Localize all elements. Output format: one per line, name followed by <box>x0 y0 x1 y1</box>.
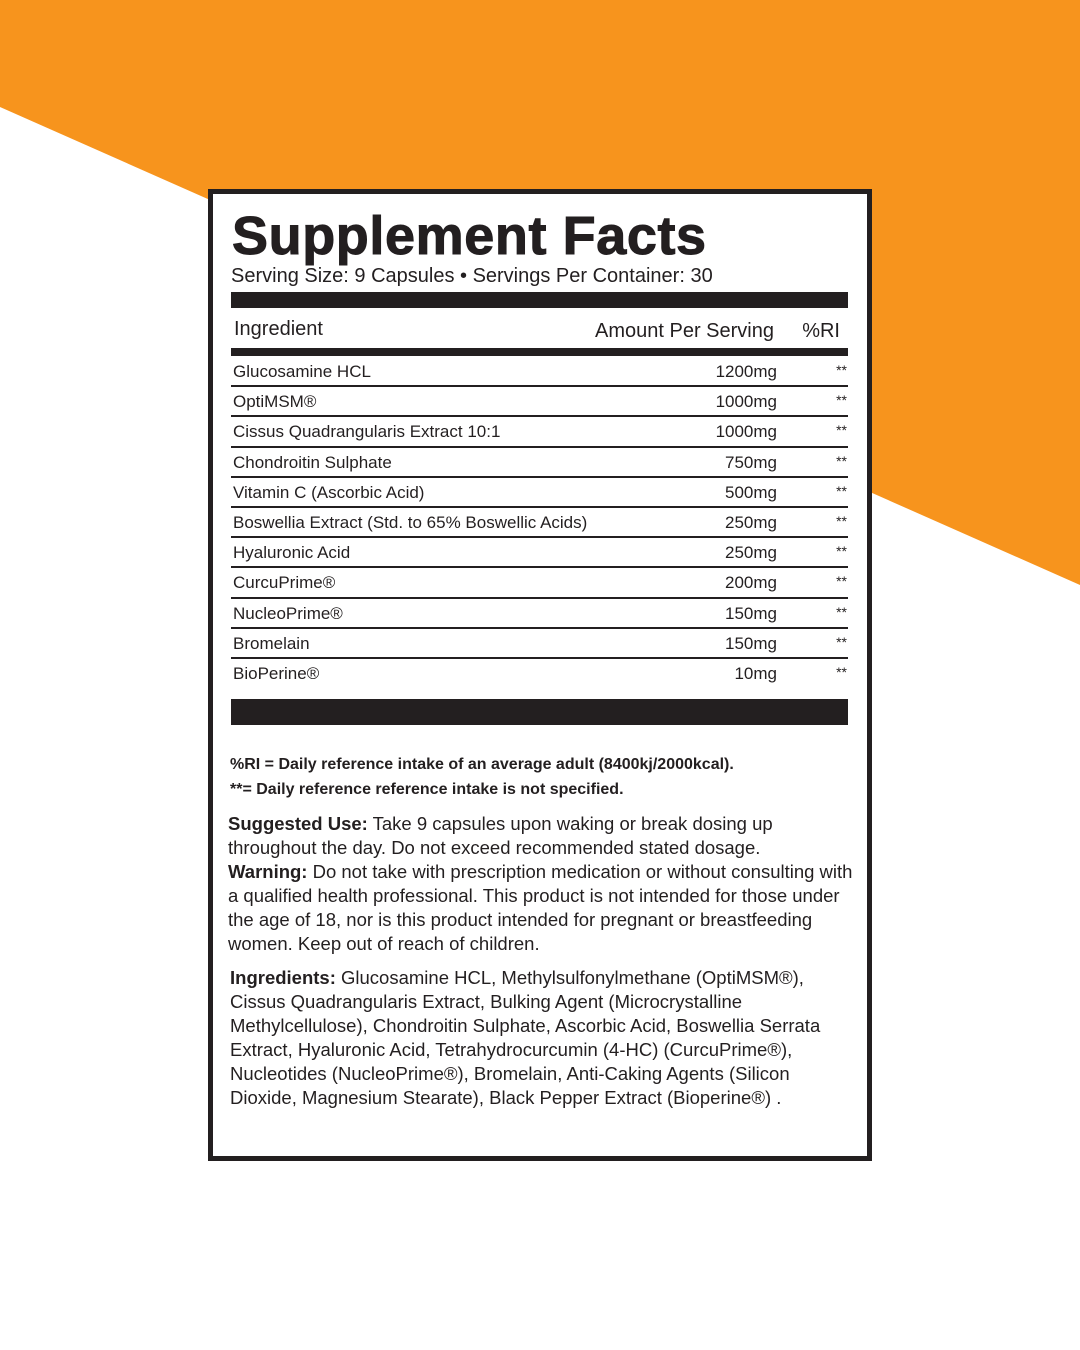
ingredient-ri: ** <box>836 603 847 620</box>
table-row <box>231 387 848 417</box>
ingredient-name: OptiMSM® <box>233 392 317 412</box>
header-divider-bar <box>231 348 848 356</box>
ingredient-amount: 10mg <box>734 663 777 683</box>
table-row <box>231 629 848 659</box>
top-divider-bar <box>231 292 848 308</box>
table-row <box>231 508 848 538</box>
ingredient-name: Bromelain <box>233 633 310 653</box>
ingredient-amount: 250mg <box>725 512 777 532</box>
ingredient-amount: 1000mg <box>715 392 777 412</box>
ingredient-amount: 1000mg <box>715 422 777 442</box>
footnote-not-specified: **= Daily reference reference intake is not specified. <box>230 781 624 798</box>
ingredient-name: Glucosamine HCL <box>233 362 371 381</box>
ingredient-ri: ** <box>836 422 847 439</box>
ingredient-name: Hyaluronic Acid <box>233 543 351 563</box>
table-row <box>231 599 848 629</box>
serving-info: Serving Size: 9 Capsules • Servings Per Container: 30 <box>231 265 713 287</box>
label-title: Supplement Facts <box>232 206 707 266</box>
table-row <box>231 448 848 478</box>
ingredient-amount: 1200mg <box>715 362 777 381</box>
supplement-facts-panel <box>208 189 872 1161</box>
ingredient-ri: ** <box>836 512 847 529</box>
ingredient-name: BioPerine® <box>233 663 320 683</box>
ingredient-ri: ** <box>836 452 847 469</box>
ingredient-name: Cissus Quadrangularis Extract 10:1 <box>233 422 501 442</box>
column-header-amount: Amount Per Serving <box>595 320 774 342</box>
ingredient-amount: 150mg <box>725 603 777 623</box>
ingredient-ri: ** <box>836 362 847 378</box>
ingredient-name: NucleoPrime® <box>233 603 343 623</box>
ingredient-amount: 150mg <box>725 633 777 653</box>
table-row <box>231 417 848 447</box>
table-row <box>231 659 848 689</box>
ingredient-amount: 250mg <box>725 543 777 563</box>
footnote-ri: %RI = Daily reference intake of an average adult (8400kj/2000kcal). <box>230 756 734 773</box>
table-row <box>231 478 848 508</box>
ingredient-ri: ** <box>836 663 847 680</box>
suggested-use-label: Suggested Use: <box>228 813 368 834</box>
usage-and-warning-text <box>228 812 858 956</box>
ingredients-label: Ingredients: <box>230 967 336 988</box>
ingredient-name: Boswellia Extract (Std. to 65% Boswellic Acids) <box>233 512 588 532</box>
table-row <box>231 568 848 598</box>
ingredient-ri: ** <box>836 392 847 409</box>
table-row <box>231 357 848 387</box>
ingredient-amount: 500mg <box>725 482 777 502</box>
column-header-ri: %RI <box>802 320 840 342</box>
ingredient-ri: ** <box>836 633 847 650</box>
ingredient-amount: 200mg <box>725 573 777 593</box>
ingredient-name: Vitamin C (Ascorbic Acid) <box>233 482 425 502</box>
warning-text: Do not take with prescription medication or without consulting with a qualified health professional. This product is not intended for those under the age of 18, nor is this product intended for pregnant or breastfeeding women. Keep out of reach of children. <box>228 861 853 954</box>
bottom-divider-bar <box>231 699 848 725</box>
table-row <box>231 538 848 568</box>
warning-label: Warning: <box>228 861 308 882</box>
ingredients-list: Glucosamine HCL, Methylsulfonylmethane (OptiMSM®), Cissus Quadrangularis Extract, Bulking Agent (Microcrystalline Methylcellulose), Chondroitin Sulphate, Ascorbic Acid, Boswellia Serrata Extract, Hyaluronic Acid, Tetrahydrocurcumin (4-HC) (CurcuPrime®), Nucleotides (NucleoPrime®), Bromelain, Anti-Caking Agents (Silicon Dioxide, Magnesium Stearate), Black Pepper Extract (Bioperine®) . <box>230 967 821 1108</box>
column-header-ingredient: Ingredient <box>234 318 323 340</box>
ingredient-amount: 750mg <box>725 452 777 472</box>
suggested-use-text: Take 9 capsules upon waking or break dosing up throughout the day. Do not exceed recommended stated dosage. <box>228 813 773 858</box>
ingredient-ri: ** <box>836 482 847 499</box>
ingredient-ri: ** <box>836 543 847 560</box>
ingredient-name: CurcuPrime® <box>233 573 336 593</box>
ingredients-text <box>230 966 860 1110</box>
ingredient-table <box>231 357 848 689</box>
ingredient-ri: ** <box>836 573 847 590</box>
ingredient-name: Chondroitin Sulphate <box>233 452 392 472</box>
